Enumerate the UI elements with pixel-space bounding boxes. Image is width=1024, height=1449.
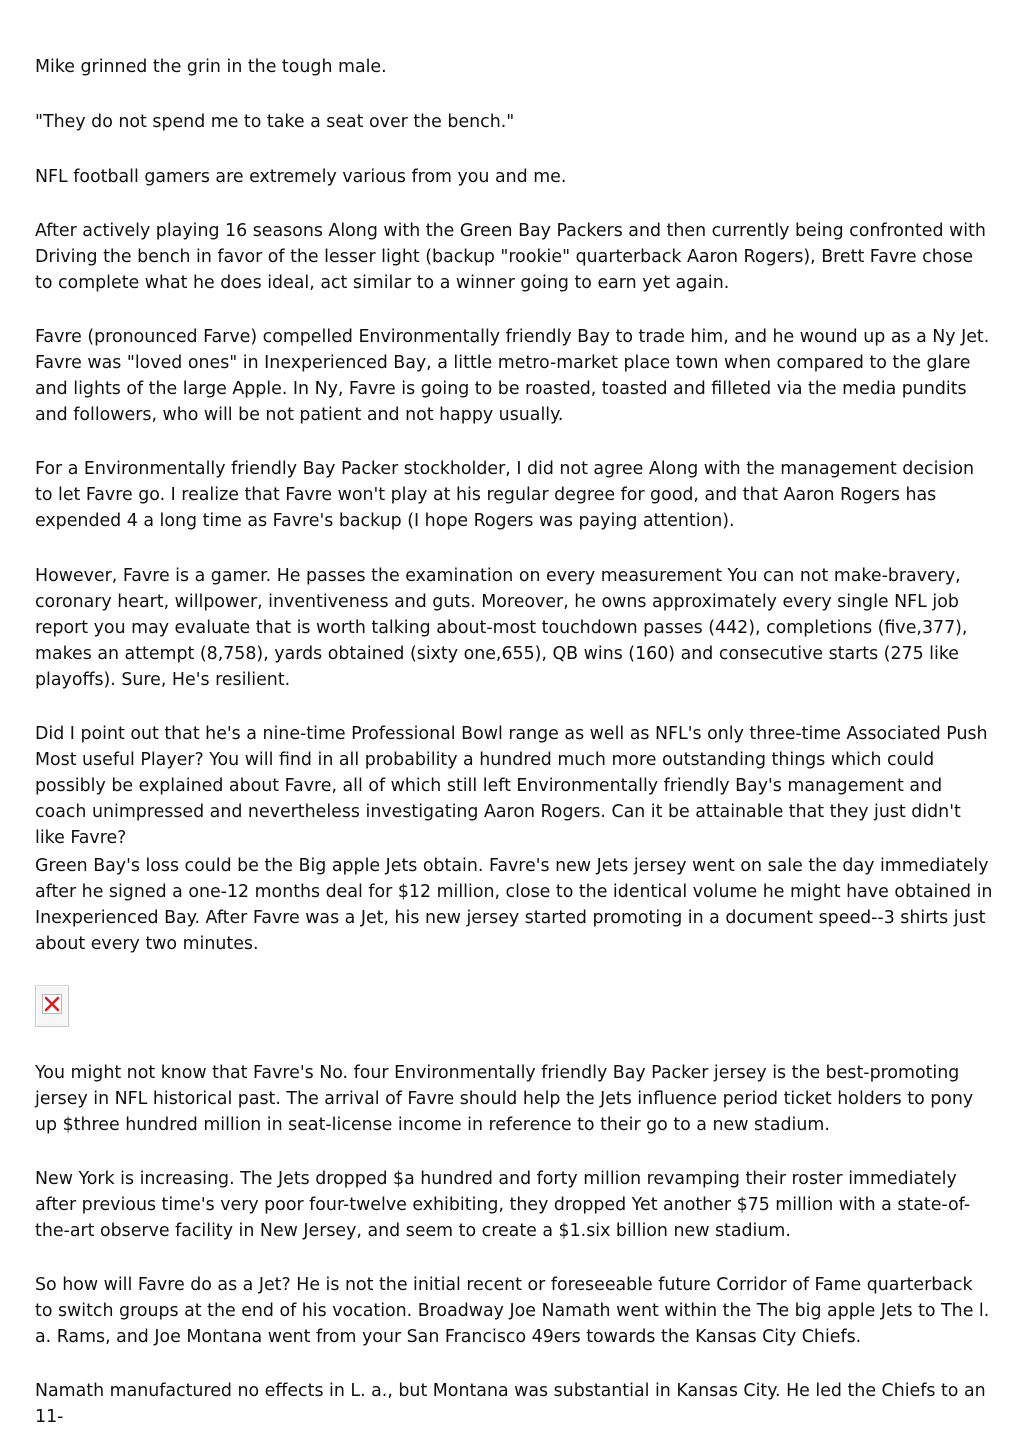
paragraph: Namath manufactured no effects in L. a., but Montana was substantial in Kansas City. He led the Chiefs to an 11-	[35, 1381, 986, 1427]
broken-image-icon	[35, 985, 69, 1027]
close-icon	[42, 994, 62, 1014]
paragraph: NFL football gamers are extremely various from you and me.	[35, 167, 567, 187]
paragraph: Mike grinned the grin in the tough male.	[35, 57, 387, 77]
paragraph: However, Favre is a gamer. He passes the examination on every measurement You can not make-bravery, coronary heart, willpower, inventiveness and guts. Moreover, he owns approximately every single NFL job report you may evaluate that is worth talking about-most touchdown passes (442), completions (five,377), makes an attempt (8,758), yards obtained (sixty one,655), QB wins (160) and consecutive starts (275 like playoffs). Sure, He's resilient.	[35, 566, 968, 690]
paragraph: You might not know that Favre's No. four Environmentally friendly Bay Packer jersey is the best-promoting jersey in NFL historical past. The arrival of Favre should help the Jets influence period ticket holders to pony up $three hundred million in seat-license income in reference to their go to a new stadium.	[35, 1063, 974, 1135]
paragraph: So how will Favre do as a Jet? He is not the initial recent or foreseeable future Corridor of Fame quarterback to switch groups at the end of his vocation. Broadway Joe Namath went within the The big apple Jets to The l. a. Rams, and Joe Montana went from your San Francisco 49ers towards the Kansas City Chiefs.	[35, 1275, 990, 1347]
paragraph: Favre (pronounced Farve) compelled Environmentally friendly Bay to trade him, and he wound up as a Ny Jet. Favre was "loved ones" in Inexperienced Bay, a little metro-market place town when compared to the glare and lights of the large Apple. In Ny, Favre is going to be roasted, toasted and filleted via the media pundits and followers, who will be not patient and not happy usually.	[35, 327, 990, 425]
paragraph: "They do not spend me to take a seat over the bench."	[35, 112, 515, 132]
paragraph: After actively playing 16 seasons Along with the Green Bay Packers and then currently being confronted with Driving the bench in favor of the lesser light (backup "rookie" quarterback Aaron Rogers), Brett Favre chose to complete what he does ideal, act similar to a winner going to earn yet again.	[35, 221, 986, 293]
paragraph: For a Environmentally friendly Bay Packer stockholder, I did not agree Along with the management decision to let Favre go. I realize that Favre won't play at his regular degree for good, and that Aaron Rogers has expended 4 a long time as Favre's backup (I hope Rogers was paying attention).	[35, 459, 974, 531]
paragraph: Green Bay's loss could be the Big apple Jets obtain. Favre's new Jets jersey went on sale the day immediately after he signed a one-12 months deal for $12 million, close to the identical volume he might have obtained in Inexperienced Bay. After Favre was a Jet, his new jersey started promoting in a document speed--3 shirts just about every two minutes.	[35, 856, 993, 954]
paragraph: Did I point out that he's a nine-time Professional Bowl range as well as NFL's only three-time Associated Push Most useful Player? You will find in all probability a hundred much more outstanding things which could possibly be explained about Favre, all of which still left Environmentally friendly Bay's management and coach unimpressed and nevertheless investigating Aaron Rogers. Can it be attainable that they just didn't like Favre?	[35, 724, 988, 848]
paragraph: New York is increasing. The Jets dropped $a hundred and forty million revamping their roster immediately after previous time's very poor four-twelve exhibiting, they dropped Yet another $75 million with a state-of-the-art observe facility in New Jersey, and seem to create a $1.six billion new stadium.	[35, 1169, 971, 1241]
